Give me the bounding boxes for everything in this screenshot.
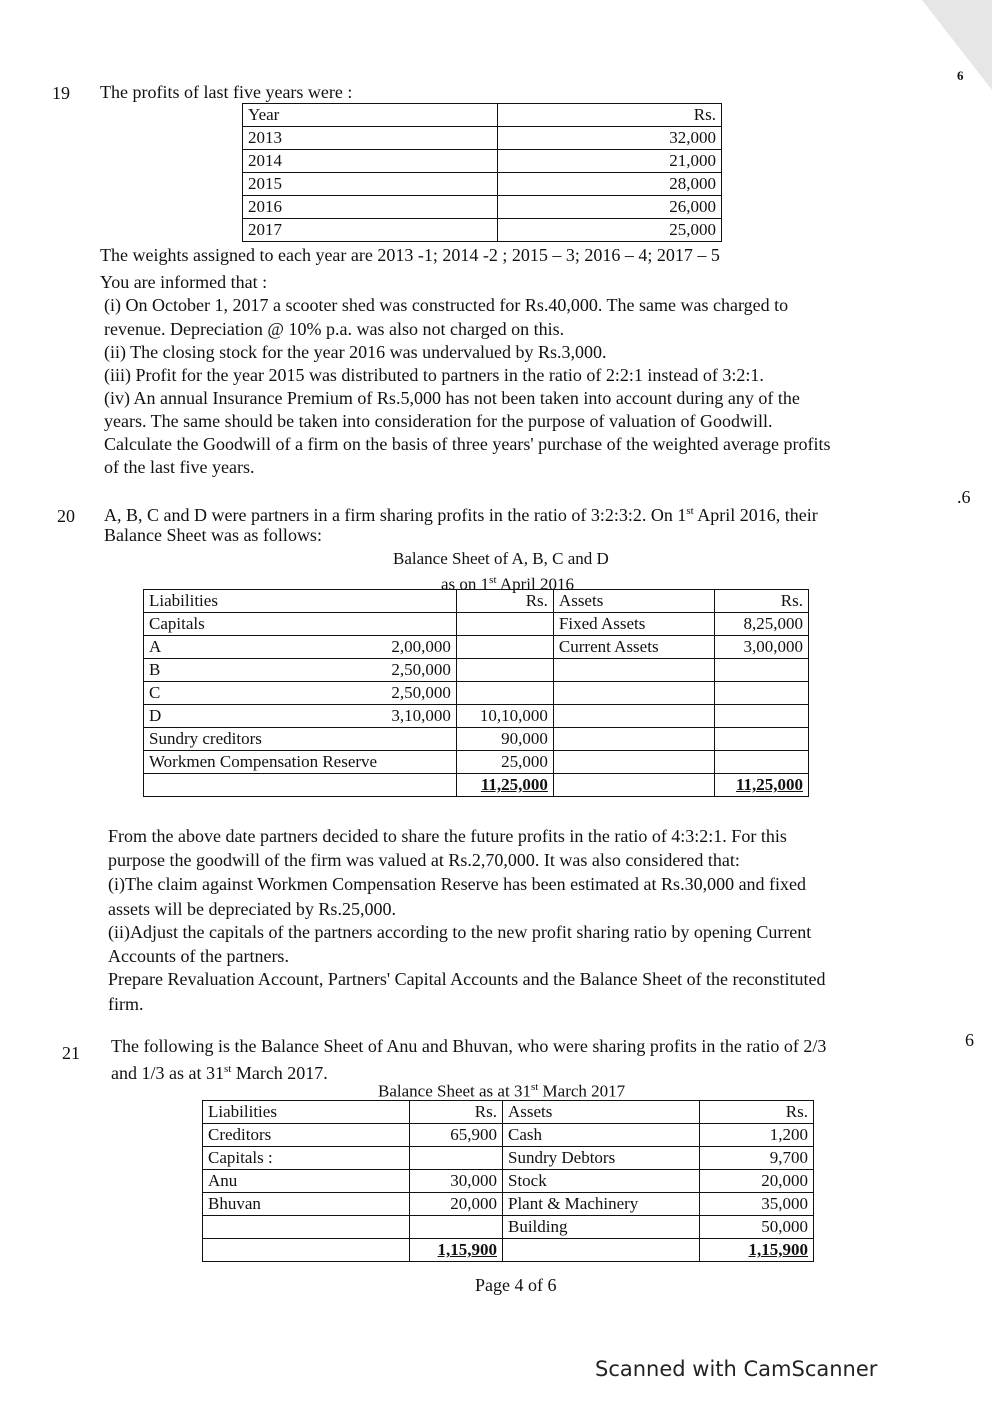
q20-rs-header: Rs. (456, 590, 553, 613)
q19-profit: 26,000 (498, 196, 722, 219)
table-row (243, 173, 722, 196)
camscanner-watermark: Scanned with CamScanner (595, 1357, 878, 1381)
q20-balance-sheet (143, 589, 809, 797)
q19-header-year: Year (243, 104, 498, 127)
q20-capitals-total: 10,10,000 (456, 705, 553, 728)
q19-line: The weights assigned to each year are 2013 -1; 2014 -2 ; 2015 – 3; 2016 – 4; 2017 – 5 (100, 245, 720, 265)
q21-asset-val: 20,000 (700, 1170, 814, 1193)
question-20-marks: .6 (957, 487, 971, 507)
q21-liability-val: 30,000 (410, 1170, 503, 1193)
table-row (203, 1124, 814, 1147)
q21-total-liabilities: 1,15,900 (410, 1239, 503, 1262)
table-row (203, 1170, 814, 1193)
q19-year: 2016 (243, 196, 498, 219)
table-row (243, 127, 722, 150)
q20-line: Accounts of the partners. (108, 946, 289, 966)
q20-line: firm. (108, 994, 144, 1014)
q19-profit: 32,000 (498, 127, 722, 150)
q21-asset: Sundry Debtors (503, 1147, 700, 1170)
q20-liabilities-header: Liabilities (144, 590, 457, 613)
q19-profit: 21,000 (498, 150, 722, 173)
q19-line: of the last five years. (104, 457, 255, 477)
q19-line: years. The same should be taken into consideration for the purpose of valuation of Goodwill. (104, 411, 773, 431)
q20-partner-amt: 3,10,000 (304, 705, 456, 728)
q19-intro: The profits of last five years were : (100, 82, 353, 102)
q20-intro-line-2: Balance Sheet was as follows: (104, 525, 322, 545)
q21-rs-header: Rs. (410, 1101, 503, 1124)
q21-rs2-header: Rs. (700, 1101, 814, 1124)
q20-line: (i)The claim against Workmen Compensation Reserve has been estimated at Rs.30,000 and fixed (108, 874, 807, 894)
q19-line: Calculate the Goodwill of a firm on the basis of three years' purchase of the weighted average profits (104, 434, 831, 454)
q20-partner-name: C (144, 682, 305, 705)
q21-asset: Building (503, 1216, 700, 1239)
q20-line: Prepare Revaluation Account, Partners' Capital Accounts and the Balance Sheet of the reconstituted (108, 969, 826, 989)
q21-liability-val: 65,900 (410, 1124, 503, 1147)
q20-rs2-header: Rs. (714, 590, 808, 613)
q21-liability-val: 20,000 (410, 1193, 503, 1216)
q19-profit-table (242, 103, 722, 242)
q20-current-assets-val: 3,00,000 (714, 636, 808, 659)
q20-total-assets: 11,25,000 (714, 774, 808, 797)
q19-line: (iv) An annual Insurance Premium of Rs.5,000 has not been taken into account during any of the (104, 388, 800, 408)
q20-table-title: Balance Sheet of A, B, C and D (393, 549, 609, 568)
table-row (243, 219, 722, 242)
q19-year: 2015 (243, 173, 498, 196)
q21-liabilities-header: Liabilities (203, 1101, 410, 1124)
page-footer: Page 4 of 6 (475, 1275, 557, 1295)
q20-partner-amt: 2,50,000 (304, 659, 456, 682)
q20-line: (ii)Adjust the capitals of the partners according to the new profit sharing ratio by opening Current (108, 922, 812, 942)
q21-assets-header: Assets (503, 1101, 700, 1124)
q19-year: 2017 (243, 219, 498, 242)
q19-line: (i) On October 1, 2017 a scooter shed was constructed for Rs.40,000. The same was charged to (104, 295, 789, 315)
q21-balance-sheet (202, 1100, 814, 1262)
q20-intro: A, B, C and D were partners in a firm sharing profits in the ratio of 3:2:3:2. On 1st April 2016, their (104, 505, 818, 525)
table-row (243, 150, 722, 173)
q21-liability: Creditors (203, 1124, 410, 1147)
q19-year: 2014 (243, 150, 498, 173)
q21-asset-val: 9,700 (700, 1147, 814, 1170)
q21-intro: The following is the Balance Sheet of Anu and Bhuvan, who were sharing profits in the ratio of 2/3 (111, 1036, 827, 1056)
q21-liability: Anu (203, 1170, 410, 1193)
q19-line: revenue. Depreciation @ 10% p.a. was also not charged on this. (104, 319, 565, 339)
q21-asset-val: 1,200 (700, 1124, 814, 1147)
q20-line: purpose the goodwill of the firm was valued at Rs.2,70,000. It was also considered that: (108, 850, 740, 870)
q19-line: You are informed that : (100, 272, 268, 292)
question-20-number: 20 (57, 506, 75, 526)
q20-sundry-creditors-val: 90,000 (456, 728, 553, 751)
corner-page-number: 6 (957, 68, 964, 83)
table-row (203, 1193, 814, 1216)
q21-liability (203, 1216, 410, 1239)
q21-asset: Plant & Machinery (503, 1193, 700, 1216)
q19-year: 2013 (243, 127, 498, 150)
q19-profit: 28,000 (498, 173, 722, 196)
q21-liability: Bhuvan (203, 1193, 410, 1216)
table-row (203, 1147, 814, 1170)
q21-asset-val: 50,000 (700, 1216, 814, 1239)
q21-total-assets: 1,15,900 (700, 1239, 814, 1262)
q20-fixed-assets-val: 8,25,000 (714, 613, 808, 636)
table-row (243, 196, 722, 219)
question-21-number: 21 (62, 1043, 80, 1063)
q21-asset: Stock (503, 1170, 700, 1193)
q20-fixed-assets: Fixed Assets (553, 613, 714, 636)
q19-profit: 25,000 (498, 219, 722, 242)
q20-line: assets will be depreciated by Rs.25,000. (108, 899, 396, 919)
q21-table-title: Balance Sheet as at 31st March 2017 (378, 1081, 626, 1101)
q20-partner-name: D (144, 705, 305, 728)
q20-partner-amt: 2,50,000 (304, 682, 456, 705)
q19-line: (iii) Profit for the year 2015 was distributed to partners in the ratio of 2:2:1 instead of 3:2:1. (104, 365, 764, 385)
q20-line: From the above date partners decided to share the future profits in the ratio of 4:3:2:1. For this (108, 826, 787, 846)
q21-liability: Capitals : (203, 1147, 410, 1170)
q20-partner-name: A (144, 636, 305, 659)
q21-asset-val: 35,000 (700, 1193, 814, 1216)
q20-sundry-creditors: Sundry creditors (144, 728, 457, 751)
q20-capitals-label: Capitals (144, 613, 457, 636)
q20-wcr-val: 25,000 (456, 751, 553, 774)
q20-table-subtitle: as on 1st April 2016 (441, 574, 574, 594)
q20-wcr: Workmen Compensation Reserve (144, 751, 457, 774)
q21-liability-val (410, 1147, 503, 1170)
q19-header-rs: Rs. (498, 104, 722, 127)
q20-current-assets: Current Assets (553, 636, 714, 659)
q21-intro-line-2: and 1/3 as at 31st March 2017. (111, 1063, 328, 1083)
question-19-number: 19 (52, 83, 70, 103)
q21-asset: Cash (503, 1124, 700, 1147)
q21-liability-val (410, 1216, 503, 1239)
q20-partner-amt: 2,00,000 (304, 636, 456, 659)
q20-partner-name: B (144, 659, 305, 682)
question-21-marks: 6 (965, 1030, 974, 1050)
q19-line: (ii) The closing stock for the year 2016 was undervalued by Rs.3,000. (104, 342, 607, 362)
table-row (203, 1216, 814, 1239)
q20-total-liabilities: 11,25,000 (456, 774, 553, 797)
q20-assets-header: Assets (553, 590, 714, 613)
